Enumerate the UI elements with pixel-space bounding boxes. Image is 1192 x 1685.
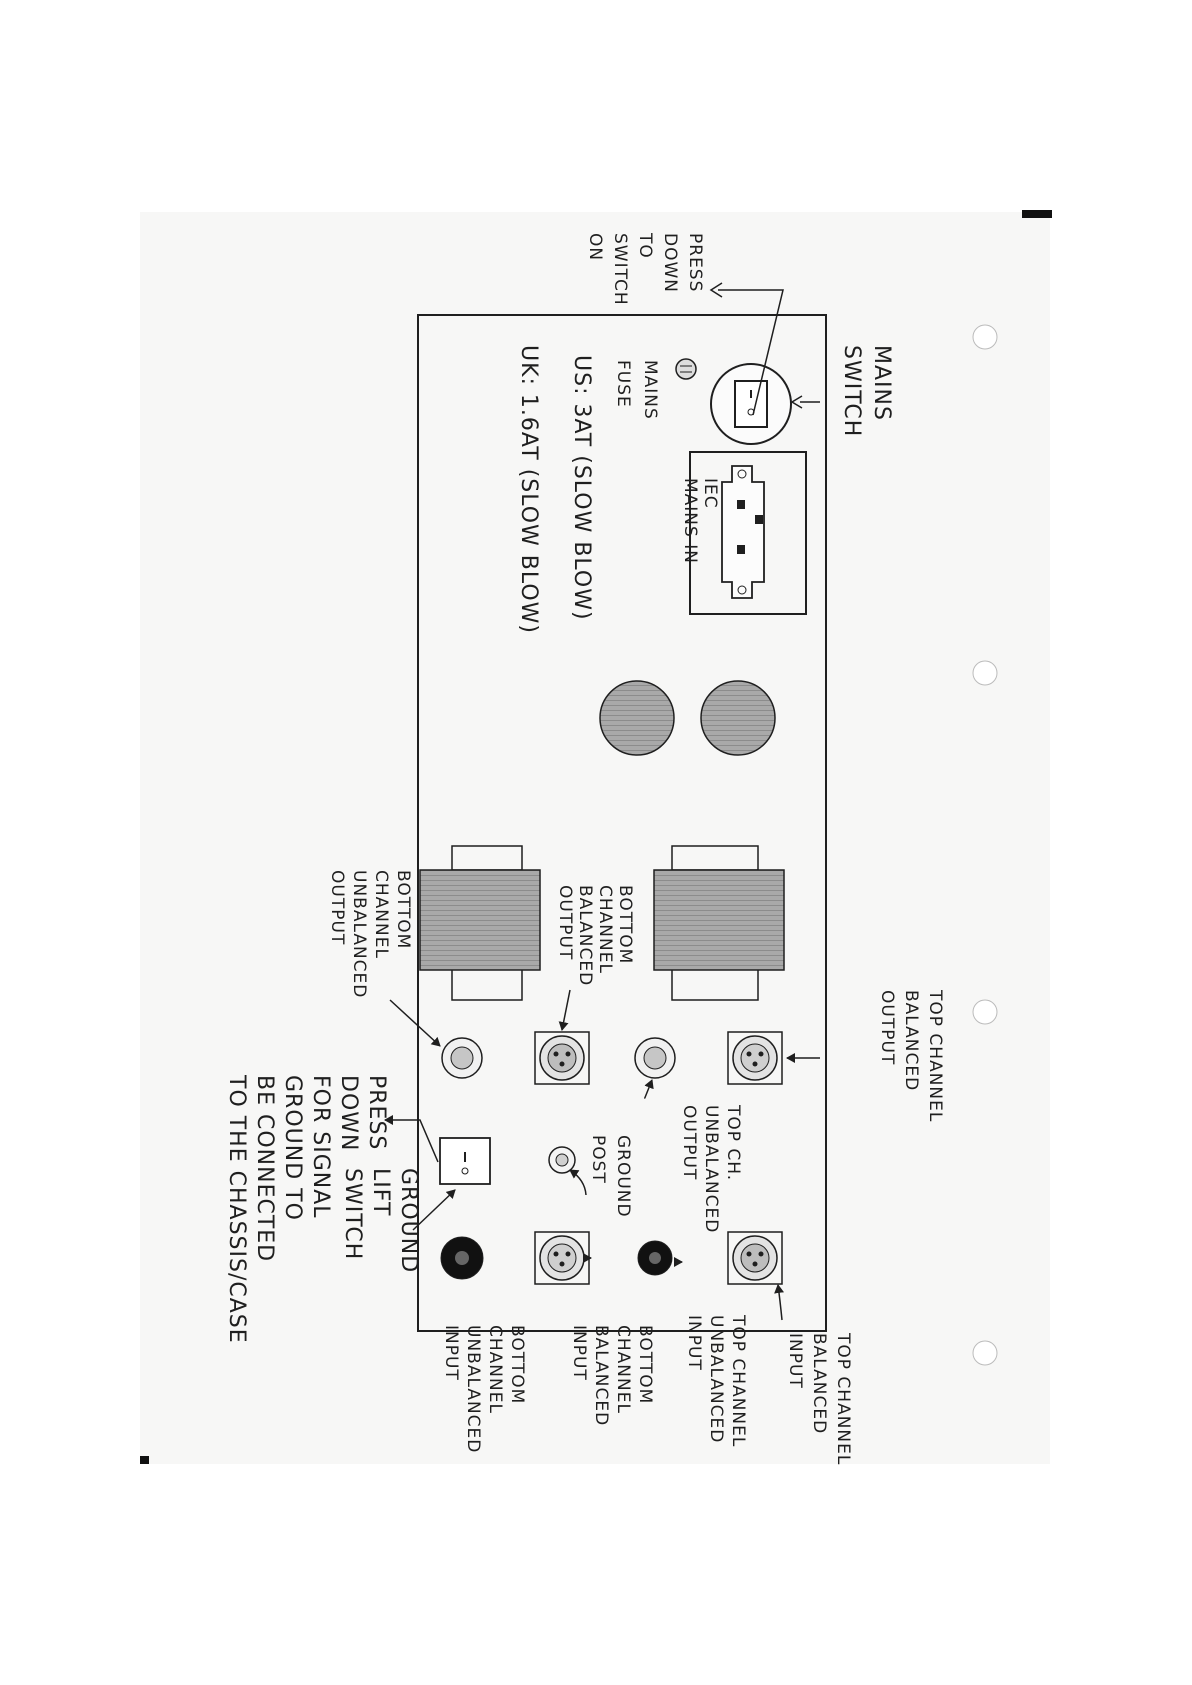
label-line: UNBALANCED xyxy=(463,1325,483,1454)
label-line: GROUND xyxy=(613,1135,633,1218)
top-channel-balanced-input-xlr[interactable] xyxy=(728,1232,782,1284)
label-line: UNBALANCED xyxy=(706,1315,726,1444)
bottom-channel-balanced-input-xlr[interactable] xyxy=(535,1232,589,1284)
label-top-ch-unbalanced-output xyxy=(679,1104,743,1233)
label-line: BALANCED xyxy=(591,1325,611,1427)
label-line: IEC xyxy=(700,478,720,509)
label-line: INPUT xyxy=(569,1325,589,1381)
label-line: MAINS xyxy=(640,360,660,420)
label-line: SWITCH xyxy=(340,1168,365,1261)
label-line: CHANNEL xyxy=(485,1325,505,1414)
label-line: BALANCED xyxy=(809,1333,829,1435)
label-ground-post xyxy=(588,1135,633,1218)
label-fuse-us xyxy=(569,355,594,621)
ground-post[interactable] xyxy=(549,1147,575,1173)
label-line: PRESS xyxy=(364,1075,389,1151)
label-press-down-switch-on xyxy=(585,232,705,306)
iec-mains-inlet[interactable] xyxy=(690,452,806,614)
label-line: CHANNEL xyxy=(371,870,391,959)
bottom-channel-unbalanced-output-rca[interactable] xyxy=(442,1038,482,1078)
label-bottom-channel-unbalanced-output xyxy=(327,870,413,998)
label-bottom-channel-balanced-input xyxy=(569,1325,655,1426)
label-line: POST xyxy=(588,1135,608,1184)
bottom-channel-unbalanced-input-jack[interactable] xyxy=(441,1237,483,1279)
label-ground-lift-switch xyxy=(340,1168,421,1273)
label-line: INPUT xyxy=(441,1325,461,1381)
label-line: LIFT xyxy=(368,1168,393,1217)
label-line: BALANCED xyxy=(575,885,595,987)
label-line: MAINS xyxy=(869,345,894,421)
label-line: TOP CHANNEL xyxy=(925,990,945,1123)
label-line: TOP CHANNEL xyxy=(728,1315,748,1448)
top-channel-balanced-output-xlr[interactable] xyxy=(728,1032,782,1084)
label-line: BE CONNECTED xyxy=(252,1075,277,1263)
label-line: BALANCED xyxy=(901,990,921,1092)
label-line: OUTPUT xyxy=(877,990,897,1066)
label-line: INPUT xyxy=(684,1315,704,1371)
bottom-channel-balanced-output-xlr[interactable] xyxy=(535,1032,589,1084)
label-layer xyxy=(224,232,945,1465)
label-line: GROUND xyxy=(396,1168,421,1274)
label-bottom-channel-balanced-output xyxy=(555,885,635,986)
ground-lift-switch[interactable] xyxy=(440,1138,490,1184)
knob-bottom-channel[interactable] xyxy=(600,681,674,755)
label-line: UNBALANCED xyxy=(349,870,369,999)
label-top-channel-unbalanced-input xyxy=(684,1314,748,1447)
label-line: INPUT xyxy=(785,1333,805,1389)
label-line: SWITCH xyxy=(839,345,864,438)
label-line: BOTTOM xyxy=(635,1325,655,1405)
label-line: TO xyxy=(635,233,655,259)
label-mains-fuse xyxy=(613,360,660,420)
mains-fuse[interactable] xyxy=(676,359,696,379)
label-line: BOTTOM xyxy=(507,1325,527,1405)
label-line: UNBALANCED xyxy=(701,1105,721,1234)
label-line: OUTPUT xyxy=(555,885,575,961)
mains-switch[interactable] xyxy=(711,364,791,444)
label-top-channel-balanced-output xyxy=(877,989,945,1122)
label-line: PRESS xyxy=(685,233,705,293)
label-line: FOR SIGNAL xyxy=(308,1075,333,1219)
top-ch-unbalanced-output-rca[interactable] xyxy=(635,1038,675,1078)
label-mains-switch xyxy=(839,345,894,437)
label-line: DOWN xyxy=(660,233,680,293)
label-iec-mains-in xyxy=(680,478,720,564)
label-line: OUTPUT xyxy=(327,870,347,946)
label-line: UK: 1.6AT (SLOW BLOW) xyxy=(516,345,541,634)
label-line: SWITCH xyxy=(610,233,630,306)
label-bottom-channel-unbalanced-input xyxy=(441,1325,527,1453)
label-line: ON xyxy=(585,233,605,262)
label-line: BOTTOM xyxy=(393,870,413,950)
label-line: DOWN xyxy=(336,1075,361,1152)
label-line: OUTPUT xyxy=(679,1105,699,1181)
label-top-channel-balanced-input xyxy=(785,1332,853,1465)
label-line: CHANNEL xyxy=(595,885,615,974)
top-channel-unbalanced-input-jack[interactable] xyxy=(638,1241,672,1275)
binder-holes xyxy=(973,325,997,1365)
label-line: GROUND TO xyxy=(280,1075,305,1221)
label-line: BOTTOM xyxy=(615,885,635,965)
label-fuse-uk xyxy=(516,345,541,634)
label-line: TOP CHANNEL xyxy=(833,1333,853,1466)
knob-top-channel[interactable] xyxy=(701,681,775,755)
label-line: TO THE CHASSIS/CASE xyxy=(224,1075,249,1344)
label-line: TOP CH. xyxy=(723,1105,743,1182)
transformer-bottom-channel xyxy=(420,846,540,1000)
label-line: CHANNEL xyxy=(613,1325,633,1414)
label-line: US: 3AT (SLOW BLOW) xyxy=(569,355,594,621)
label-line: FUSE xyxy=(613,360,633,408)
transformer-top-channel xyxy=(654,846,784,1000)
label-line: MAINS IN xyxy=(680,478,700,564)
